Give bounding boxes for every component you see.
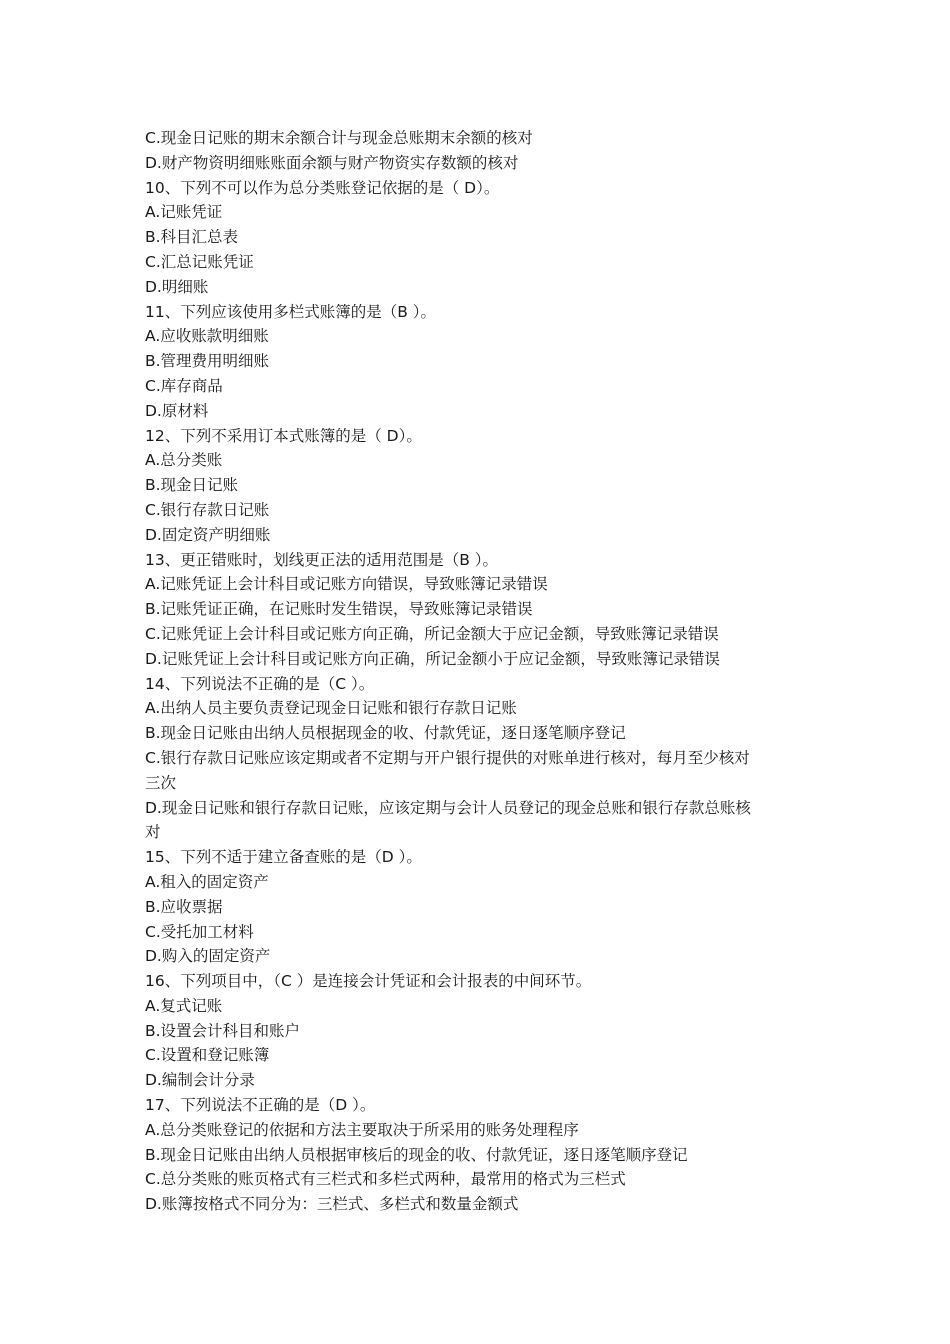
option-line: B.设置会计科目和账户 [145,1021,301,1040]
option-line: B.科目汇总表 [145,228,239,247]
option-line: B.管理费用明细账 [145,352,270,371]
text-line: C.现金日记账的期末余额合计与现金总账期末余额的核对 [145,129,533,147]
question-14: 14、下列说法不正确的是（C ）。 [145,674,375,693]
option-line: B.现金日记账 [145,476,239,495]
question-11: 11、下列应该使用多栏式账簿的是（B ）。 [145,302,437,321]
option-line: A.总分类账 [145,451,223,470]
option-line: B.记账凭证正确，在记账时发生错误，导致账簿记录错误 [145,600,533,619]
option-line: A.租入的固定资产 [145,872,269,891]
question-10: 10、下列不可以作为总分类账登记依据的是（ D）。 [145,178,500,197]
option-line: D.账簿按格式不同分为：三栏式、多栏式和数量金额式 [145,1195,519,1214]
option-line: D.固定资产明细账 [145,525,271,544]
option-line: D.购入的固定资产 [145,947,271,966]
option-line: C.银行存款日记账 [145,500,270,519]
option-line: C.受托加工材料 [145,922,254,941]
question-15: 15、下列不适于建立备查账的是（D ）。 [145,848,422,867]
question-16: 16、下列项目中，（C ）是连接会计凭证和会计报表的中间环节。 [145,972,592,991]
option-line: C.记账凭证上会计科目或记账方向正确，所记金额大于应记金额，导致账簿记录错误 [145,624,719,643]
option-line: D.记账凭证上会计科目或记账方向正确，所记金额小于应记金额，导致账簿记录错误 [145,649,720,668]
option-line: A.总分类账登记的依据和方法主要取决于所采用的账务处理程序 [145,1120,579,1139]
question-13: 13、更正错账时，划线更正法的适用范围是（B ）。 [145,550,499,569]
option-line: B.现金日记账由出纳人员根据审核后的现金的收、付款凭证，逐日逐笔顺序登记 [145,1145,688,1164]
option-line-continuation: 对 [145,823,161,842]
option-line: A.复式记账 [145,996,223,1015]
question-17: 17、下列说法不正确的是（D ）。 [145,1096,376,1115]
option-line: D.编制会计分录 [145,1071,255,1090]
option-line: B.现金日记账由出纳人员根据现金的收、付款凭证，逐日逐笔顺序登记 [145,724,626,743]
text-line: D.财产物资明细账账面余额与财产物资实存数额的核对 [145,153,519,172]
document-body [145,126,825,1217]
option-line: D.原材料 [145,401,209,420]
option-line: C.总分类账的账页格式有三栏式和多栏式两种，最常用的格式为三栏式 [145,1170,626,1189]
question-12: 12、下列不采用订本式账簿的是（ D）。 [145,426,422,445]
option-line: A.记账凭证 [145,203,223,222]
option-line: B.应收票据 [145,897,223,916]
option-line: C.银行存款日记账应该定期或者不定期与开户银行提供的对账单进行核对，每月至少核对 [145,748,750,767]
option-line: D.现金日记账和银行存款日记账，应该定期与会计人员登记的现金总账和银行存款总账核 [145,798,751,817]
option-line: C.设置和登记账簿 [145,1046,270,1065]
option-line: C.汇总记账凭证 [145,252,254,271]
option-line: A.应收账款明细账 [145,327,269,346]
option-line: C.库存商品 [145,376,223,395]
option-line: D.明细账 [145,277,209,296]
option-line: A.出纳人员主要负责登记现金日记账和银行存款日记账 [145,699,517,718]
option-line-continuation: 三次 [145,773,177,792]
option-line: A.记账凭证上会计科目或记账方向错误，导致账簿记录错误 [145,575,548,594]
